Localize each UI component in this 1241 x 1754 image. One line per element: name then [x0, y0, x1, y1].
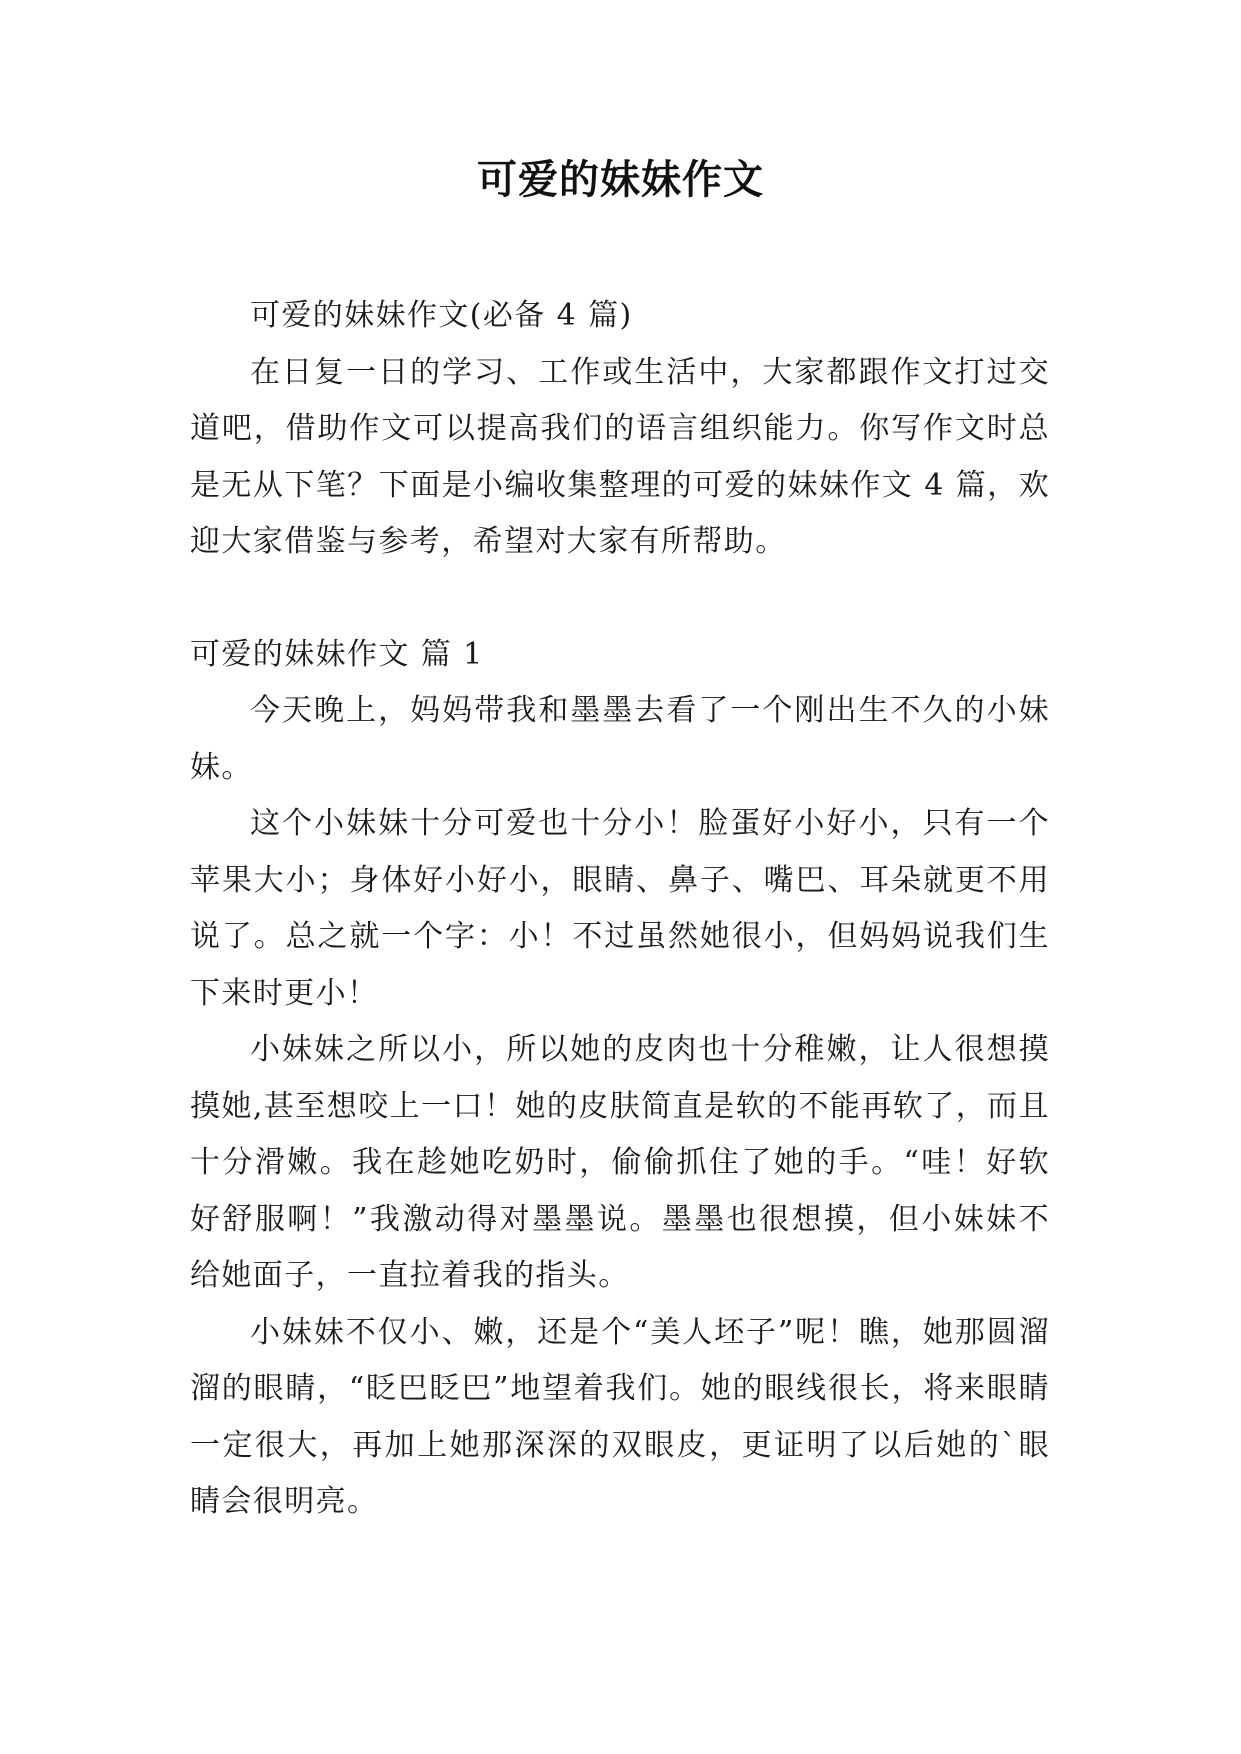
body-paragraph-2: 这个小妹妹十分可爱也十分小！脸蛋好小好小，只有一个苹果大小；身体好小好小，眼睛、鼻子、嘴巴、耳朵就更不用说了。总之就一个字：小！不过虽然她很小，但妈妈说我们生下来时更小！	[190, 806, 1050, 1011]
paragraph-gap	[190, 571, 1050, 627]
intro-paragraph: 在日复一日的学习、工作或生活中，大家都跟作文打过交道吧，借助作文可以提高我们的语言组织能力。你写作文时总是无从下笔？下面是小编收集整理的可爱的妹妹作文 4 篇，欢迎大家借鉴与参考，希望对大家有所帮助。	[190, 354, 1050, 559]
document-subtitle: 可爱的妹妹作文(必备 4 篇)	[250, 298, 633, 333]
document-body	[190, 288, 1050, 1531]
document-title: 可爱的妹妹作文	[477, 157, 764, 203]
section-heading: 可爱的妹妹作文 篇 1	[190, 636, 484, 672]
body-paragraph-4: 小妹妹不仅小、嫩，还是个“美人坯子”呢！瞧，她那圆溜溜的眼睛，“眨巴眨巴”地望着我们。她的眼线很长，将来眼睛一定很大，再加上她那深深的双眼皮，更证明了以后她的`眼睛会很明亮。	[190, 1314, 1050, 1519]
body-paragraph-3: 小妹妹之所以小，所以她的皮肉也十分稚嫩，让人很想摸摸她,甚至想咬上一口！她的皮肤简直是软的不能再软了，而且十分滑嫩。我在趁她吃奶时，偷偷抓住了她的手。“哇！好软好舒服啊！”我激动得对墨墨说。墨墨也很想摸，但小妹妹不给她面子，一直拉着我的指头。	[190, 1032, 1050, 1293]
body-paragraph-1: 今天晚上，妈妈带我和墨墨去看了一个刚出生不久的小妹妹。	[190, 693, 1050, 785]
